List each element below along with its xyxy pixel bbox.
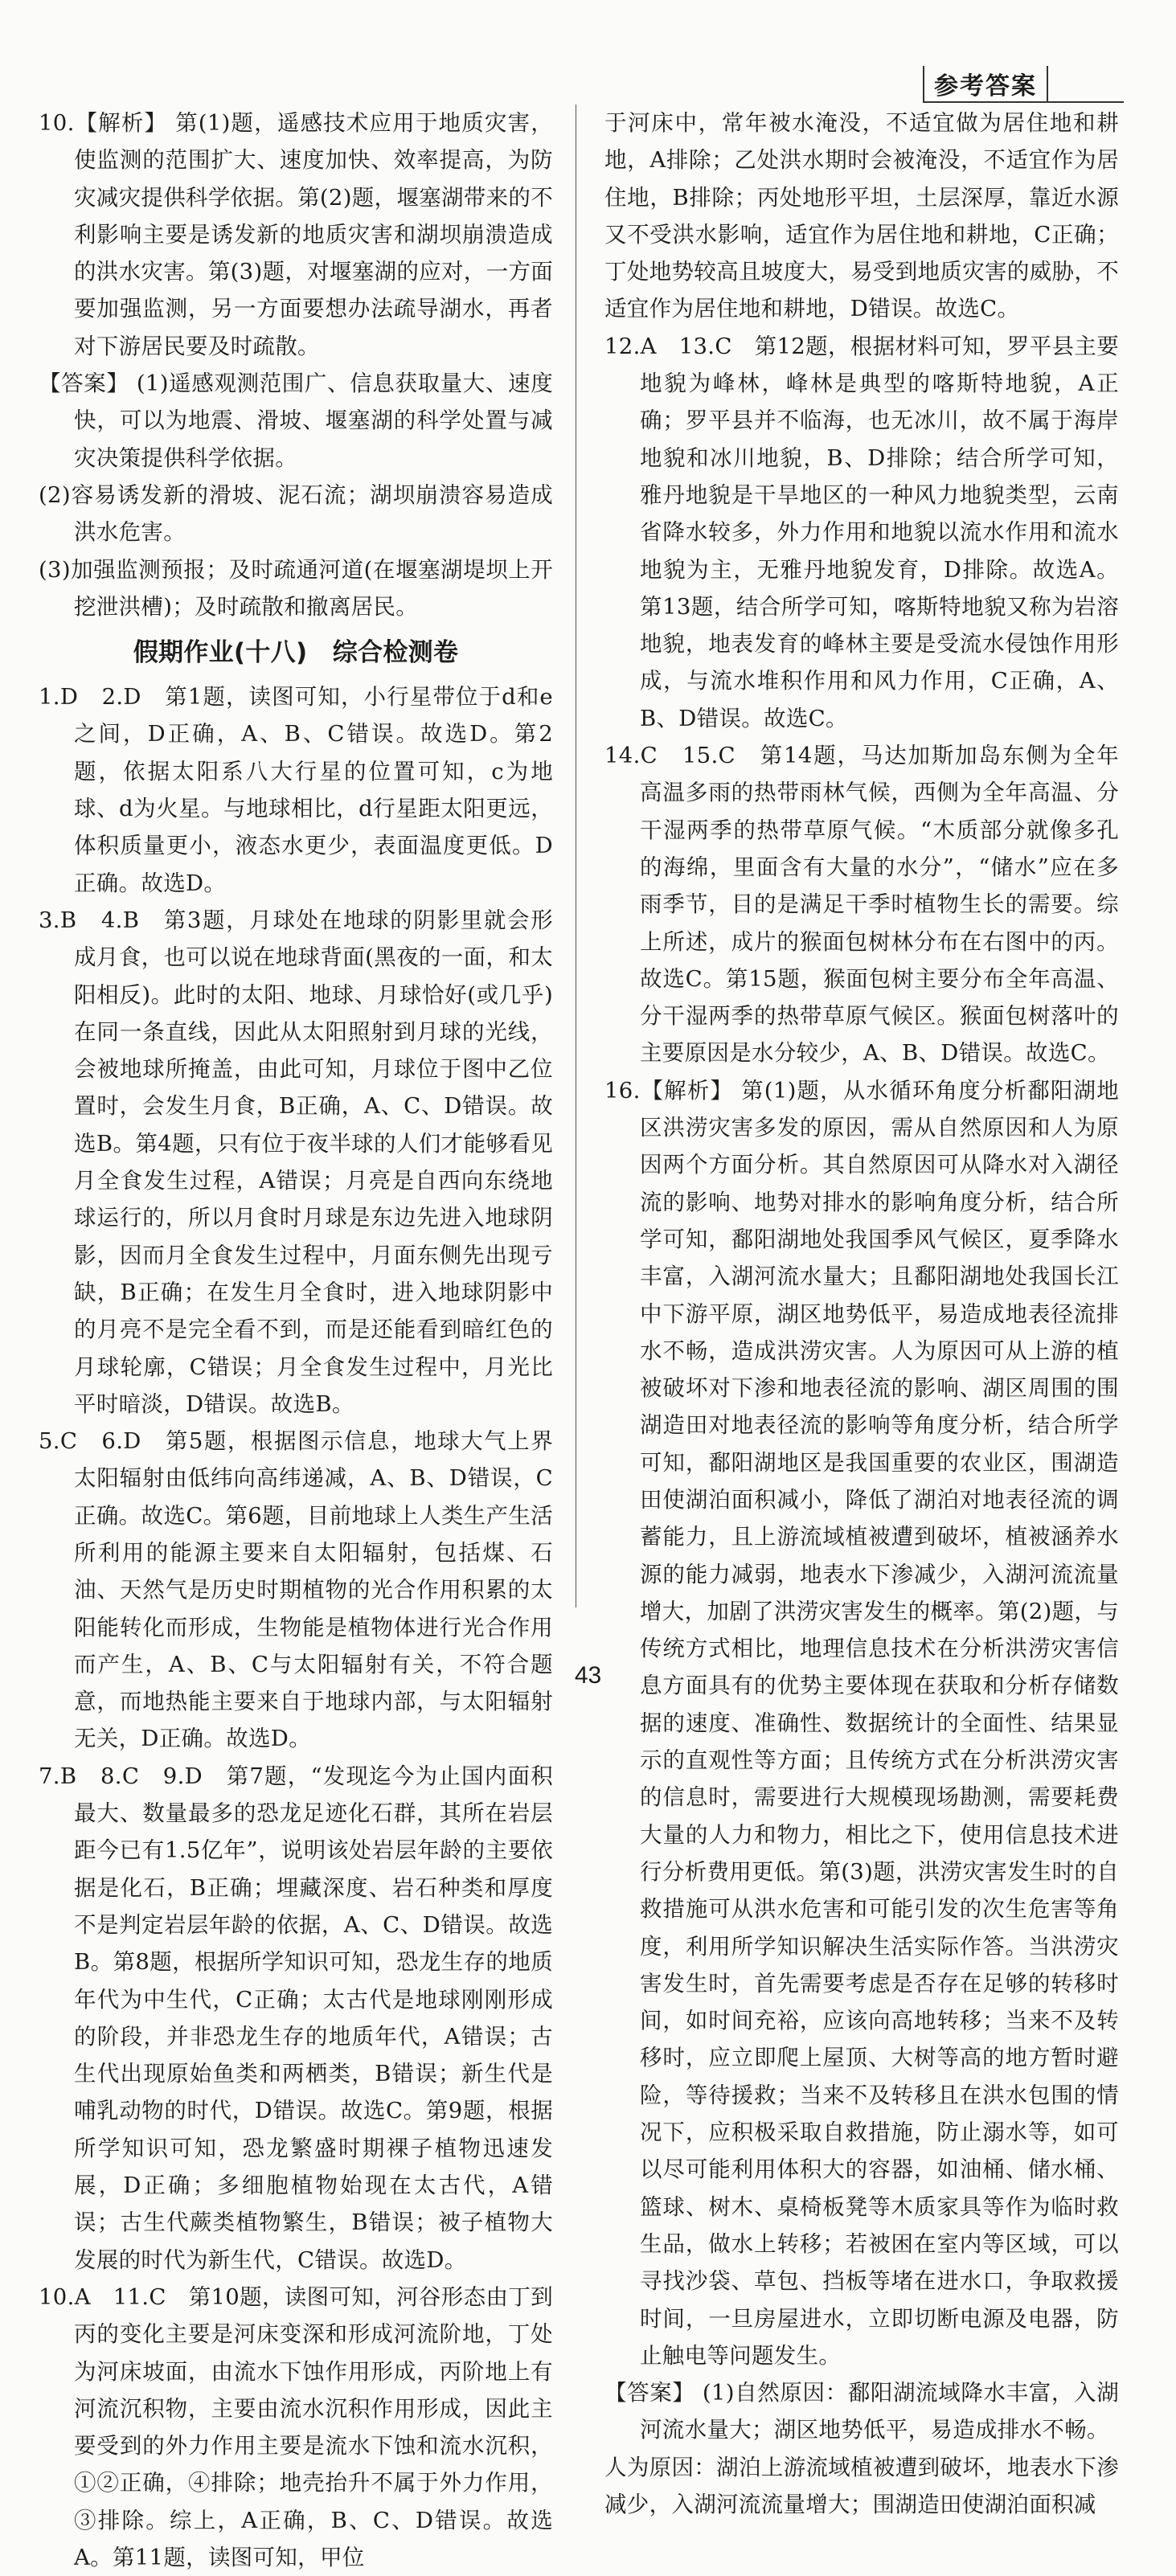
q12-13-answer: 12.A 13.C 第12题，根据材料可知，罗平县主要地貌为峰林，峰林是典型的喀斯特地貌，A正确；罗平县并不临海，也无冰川，故不属于海岸地貌和冰川地貌，B、D排除；结合所学可知，雅丹地貌是干旱地区的一种风力地貌类型，云南省降水较多，外力作用和地貌以流水作用和流水地貌为主，无雅丹地貌发育，D排除。故选A。第13题，结合所学可知，喀斯特地貌又称为岩溶地貌，地表发育的峰林主要是受流水侵蚀作用形成，与流水堆积作用和风力作用，C正确，A、B、D错误。故选C。	[604, 333, 1119, 731]
q11-continued: 于河床中，常年被水淹没，不适宜做为居住地和耕地，A排除；乙处洪水期时会被淹没，不适宜作为居住地，B排除；丙处地形平坦，土层深厚，靠近水源又不受洪水影响，适宜作为居住地和耕地，C正确；丁处地势较高且坡度大，易受到地质灾害的威胁，不适宜作为居住地和耕地，D错误。故选C。	[604, 110, 1119, 322]
q10-answer-2: (2)容易诱发新的滑坡、泥石流；湖坝崩溃容易造成洪水危害。	[39, 481, 553, 546]
q16-answer-continued: 人为原因：湖泊上游流域植被遭到破坏，地表水下渗减少，入湖河流流量增大；围湖造田使湖泊面积减	[604, 2454, 1119, 2517]
section-title: 假期作业(十八) 综合检测卷	[133, 638, 459, 668]
q7-9-answer: 7.B 8.C 9.D 第7题，“发现迄今为止国内面积最大、数量最多的恐龙足迹化石群，其所在岩层距今已有1.5亿年”，说明该处岩层年龄的主要依据是化石，B正确；埋藏深度、岩石种类和厚度不是判定岩层年龄的依据，A、C、D错误。故选B。第8题，根据所学知识可知，恐龙生存的地质年代为中生代，C正确；太古代是地球刚刚形成的阶段，并非恐龙生存的地质年代，A错误；古生代出现原始鱼类和两栖类，B错误；新生代是哺乳动物的时代，D错误。故选C。第9题，根据所学知识可知，恐龙繁盛时期裸子植物迅速发展，D正确；多细胞植物始现在太古代，A错误；古生代蕨类植物繁生，B错误；被子植物大发展的时代为新生代，C错误。故选D。	[39, 1763, 553, 2273]
left-column	[39, 104, 553, 2570]
q10-answer-3: (3)加强监测预报；及时疏通河道(在堰塞湖堤坝上开挖泄洪槽)；及时疏散和撤离居民。	[39, 556, 553, 620]
page-number: 43	[574, 1662, 602, 1689]
q5-6-answer: 5.C 6.D 第5题，根据图示信息，地球大气上界太阳辐射由低纬向高纬递减，A、B、D错误，C正确。故选C。第6题，目前地球上人类生产生活所利用的能源主要来自太阳辐射，包括煤、石油、天然气是历史时期植物的光合作用积累的太阳能转化而形成，生物能是植物体进行光合作用而产生，A、B、C与太阳辐射有关，不符合题意，而地热能主要来自于地球内部，与太阳辐射无关，D正确。故选D。	[39, 1428, 553, 1752]
q16-analysis: 16.【解析】 第(1)题，从水循环角度分析鄱阳湖地区洪涝灾害多发的原因，需从自然原因和人为原因两个方面分析。其自然原因可从降水对入湖径流的影响、地势对排水的影响角度分析，结合所学可知，鄱阳湖地处我国季风气候区，夏季降水丰富，入湖河流水量大；且鄱阳湖地处我国长江中下游平原，湖区地势低平，易造成地表径流排水不畅，造成洪涝灾害。人为原因可从上游的植被破坏对下渗和地表径流的影响、湖区周围的围湖造田对地表径流的影响等角度分析，结合所学可知，鄱阳湖地区是我国重要的农业区，围湖造田使湖泊面积减小，降低了湖泊对地表径流的调蓄能力，且上游流域植被遭到破坏，植被涵养水源的能力减弱，地表水下渗减少，入湖河流流量增大，加剧了洪涝灾害发生的概率。第(2)题，与传统方式相比，地理信息技术在分析洪涝灾害信息方面具有的优势主要体现在获取和分析存储数据的速度、准确性、数据统计的全面性、结果显示的直观性等方面；且传统方式在分析洪涝灾害的信息时，需要进行大规模现场勘测，需要耗费大量的人力和物力，相比之下，使用信息技术进行分析费用更低。第(3)题，洪涝灾害发生时的自救措施可从洪水危害和可能引发的次生危害等角度，利用所学知识解决生活实际作答。当洪涝灾害发生时，首先需要考虑是否存在足够的转移时间，如时间充裕，应该向高地转移；当来不及转移时，应立即爬上屋顶、大树等高的地方暂时避险，等待援救；当来不及转移且在洪水包围的情况下，应积极采取自救措施，防止溺水等，如可以尽可能利用体积大的容器，如油桶、储水桶、篮球、树木、桌椅板凳等木质家具等作为临时救生品，做水上转移；若被困在室内等区域，可以寻找沙袋、草包、挡板等堵在进水口，争取救援时间，一旦房屋进水，立即切断电源及电器，防止触电等问题发生。	[604, 1077, 1119, 2369]
q3-4-answer: 3.B 4.B 第3题，月球处在地球的阴影里就会形成月食，也可以说在地球背面(黑夜的一面，和太阳相反)。此时的太阳、地球、月球恰好(或几乎)在同一条直线，因此从太阳照射到月球的光线，会被地球所掩盖，由此可知，月球位于图中乙位置时，会发生月食，B正确，A、C、D错误。故选B。第4题，只有位于夜半球的人们才能够看见月全食发生过程，A错误；月亮是自西向东绕地球运行的，所以月食时月球是东边先进入地球阴影，因而月全食发生过程中，月面东侧先出现亏缺，B正确；在发生月全食时，进入地球阴影中的月亮不是完全看不到，而是还能看到暗红色的月球轮廓，C错误；月全食发生过程中，月光比平时暗淡，D错误。故选B。	[39, 907, 553, 1417]
right-column	[604, 104, 1119, 2517]
header-title: 参考答案	[923, 66, 1048, 101]
q1-2-answer: 1.D 2.D 第1题，读图可知，小行星带位于d和e之间，D正确，A、B、C错误。故选D。第2题，依据太阳系八大行星的位置可知，c为地球、d为火星。与地球相比，d行星距太阳更远，体积质量更小，液态水更少，表面温度更低。D正确。故选D。	[39, 684, 553, 896]
page-header	[923, 59, 1124, 103]
q10-analysis: 10.【解析】 第(1)题，遥感技术应用于地质灾害，使监测的范围扩大、速度加快、效率提高，为防灾减灾提供科学依据。第(2)题，堰塞湖带来的不利影响主要是诱发新的地质灾害和湖坝崩溃造成的洪水灾害。第(3)题，对堰塞湖的应对，一方面要加强监测，另一方面要想办法疏导湖水，再者对下游居民要及时疏散。	[39, 110, 553, 359]
q10-11-answer: 10.A 11.C 第10题，读图可知，河谷形态由丁到丙的变化主要是河床变深和形成河流阶地，丁处为河床坡面，由流水下蚀作用形成，丙阶地上有河流沉积物，主要由流水沉积作用形成，因此主要受到的外力作用主要是流水下蚀和流水沉积，①②正确，④排除；地壳抬升不属于外力作用，③排除。综上，A正确，B、C、D错误。故选A。第11题，读图可知，甲位	[39, 2283, 553, 2570]
q14-15-answer: 14.C 15.C 第14题，马达加斯加岛东侧为全年高温多雨的热带雨林气候，西侧为全年高温、分干湿两季的热带草原气候。“木质部分就像多孔的海绵，里面含有大量的水分”，“储水”应在多雨季节，目的是满足干季时植物生长的需要。综上所述，成片的猴面包树林分布在右图中的丙。故选C。第15题，猴面包树主要分布全年高温、分干湿两季的热带草原气候区。猴面包树落叶的主要原因是水分较少，A、B、D错误。故选C。	[604, 743, 1119, 1067]
q16-answer: 【答案】 (1)自然原因：鄱阳湖流域降水丰富，入湖河流水量大；湖区地势低平，易造成排水不畅。	[604, 2380, 1119, 2443]
q10-answer-1: 【答案】 (1)遥感观测范围广、信息获取量大、速度快，可以为地震、滑坡、堰塞湖的科学处置与减灾决策提供科学依据。	[39, 371, 553, 471]
